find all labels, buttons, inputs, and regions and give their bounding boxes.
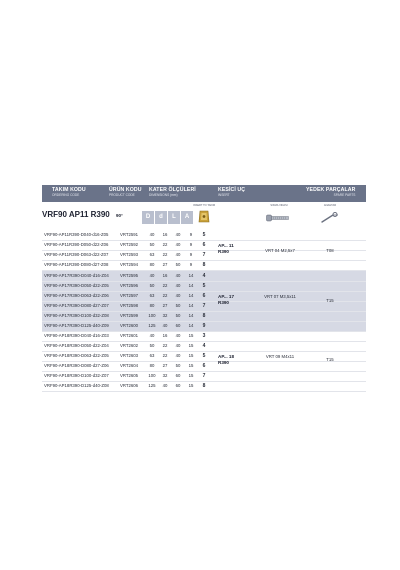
cell-z: 6: [202, 293, 206, 299]
table-row: [42, 331, 366, 341]
cell-product: VRT2600: [120, 323, 139, 328]
dim-header-D: D: [142, 211, 154, 224]
angle-label: 90°: [116, 213, 123, 218]
cell-product: VRT2598: [120, 303, 139, 308]
cell-a: 14: [188, 323, 194, 328]
table-row: [42, 281, 366, 291]
cell-product: VRT2603: [120, 353, 139, 358]
cell-a: 15: [188, 373, 194, 378]
cell-a: 15: [188, 353, 194, 358]
cell-l: 40: [175, 283, 181, 288]
cell-product: VRT2606: [120, 383, 139, 388]
group-3-screw: [250, 354, 310, 360]
cell-l: 40: [175, 333, 181, 338]
torx-key-icon: [320, 212, 340, 224]
header-product: [109, 187, 142, 198]
cell-z: 6: [202, 363, 206, 369]
cell-l: 40: [175, 343, 181, 348]
group-3-insert-series: R390: [218, 360, 229, 365]
group-1-screw: VRT 04 M2,5x7: [265, 248, 295, 253]
cell-d: 40: [149, 273, 155, 278]
cell-product: VRT2597: [120, 293, 139, 298]
header-insert-label: KESİCİ UÇ: [218, 187, 246, 193]
header-spare-label: YEDEK PARÇALAR: [306, 187, 356, 193]
cell-d: 50: [149, 343, 155, 348]
cell-d: 80: [149, 303, 155, 308]
cell-product: VRT2601: [120, 333, 139, 338]
insert-icon: [198, 210, 210, 224]
cell-product: VRT2596: [120, 283, 139, 288]
cell-d: 32: [162, 373, 168, 378]
group-1-insert-code: AP... 11: [218, 243, 234, 248]
cell-product: VRT2602: [120, 343, 139, 348]
insert-count-caption: INSERT TO TAKIM: [193, 204, 216, 207]
dim-header-A: A: [181, 211, 193, 224]
cell-d: 80: [149, 363, 155, 368]
cell-l: 50: [175, 262, 181, 267]
cell-z: 4: [202, 343, 206, 349]
group-1-key: T08: [326, 248, 334, 253]
cell-z: 7: [202, 373, 206, 379]
cell-product: VRT2605: [120, 373, 139, 378]
cell-l: 40: [175, 242, 181, 247]
cell-d: 100: [148, 313, 156, 318]
cell-d: 22: [162, 293, 168, 298]
header-dims-sub: DIMENSIONS (mm): [149, 193, 178, 197]
cell-l: 50: [175, 363, 181, 368]
header-ordering-sub: ORDERING CODE: [52, 193, 80, 197]
cell-l: 40: [175, 252, 181, 257]
cell-product: VRT2594: [120, 262, 139, 267]
cell-d: 16: [162, 273, 168, 278]
cell-d: 16: [162, 232, 168, 237]
screw-icon: [266, 213, 290, 223]
cell-a: 14: [188, 273, 194, 278]
table-row: [42, 311, 366, 321]
cell-product: VRT2592: [120, 242, 139, 247]
table-header: [42, 185, 366, 202]
cell-d: 125: [148, 323, 156, 328]
row-divider: [42, 391, 366, 392]
cell-z: 5: [202, 283, 206, 289]
group-2-insert-code: AP... 17: [218, 294, 235, 299]
cell-d: 40: [149, 333, 155, 338]
group-2-screw-text: VRT 07 M3,5x11: [264, 294, 296, 299]
table-row: [42, 381, 366, 391]
header-dims: [149, 187, 196, 198]
header-ordering: [52, 187, 86, 198]
cell-d: 22: [162, 353, 168, 358]
cell-ordering: VRF90-AP17R390-D080-d27-Z07: [44, 303, 109, 308]
cell-ordering: VRF90-AP18R390-D040-d16-Z03: [44, 333, 109, 338]
cell-l: 40: [175, 273, 181, 278]
cell-z: 9: [202, 323, 206, 329]
cell-product: VRT2591: [120, 232, 139, 237]
cell-ordering: VRF90-AP18R390-D063-d22-Z05: [44, 353, 109, 358]
cell-d: 125: [148, 383, 156, 388]
cell-a: 14: [188, 303, 194, 308]
cell-z: 8: [202, 313, 206, 319]
cell-ordering: VRF90-AP17R390-D063-d22-Z06: [44, 293, 109, 298]
cell-a: 14: [188, 293, 194, 298]
cell-d: 63: [149, 252, 155, 257]
group-1-insert-series: R390: [218, 249, 229, 254]
group-2-screw: [250, 294, 310, 300]
cell-z: 6: [202, 242, 206, 248]
cell-z: 3: [202, 333, 206, 339]
cell-ordering: VRF90-AP11R390-D050-d22-Z06: [44, 242, 109, 247]
cell-d: 22: [162, 283, 168, 288]
dim-header-L: L: [168, 211, 180, 224]
cell-d: 63: [149, 353, 155, 358]
table-row: [42, 271, 366, 281]
cell-d: 22: [162, 252, 168, 257]
cell-d: 27: [162, 262, 168, 267]
cell-d: 50: [149, 283, 155, 288]
cell-ordering: VRF90-AP11R390-D040-d16-Z05: [44, 232, 109, 237]
screw-caption: SIKMA VIDASI: [270, 204, 288, 207]
cell-z: 4: [202, 273, 206, 279]
cell-l: 60: [175, 383, 181, 388]
cell-d: 80: [149, 262, 155, 267]
cell-l: 40: [175, 293, 181, 298]
cell-a: 9: [189, 252, 193, 257]
cell-product: VRT2593: [120, 252, 139, 257]
cell-a: 15: [188, 333, 194, 338]
cell-d: 27: [162, 303, 168, 308]
cell-ordering: VRF90-AP11R390-D080-d27-Z08: [44, 262, 109, 267]
cell-d: 40: [149, 232, 155, 237]
cell-d: 16: [162, 333, 168, 338]
cell-ordering: VRF90-AP18R390-D080-d27-Z06: [44, 363, 109, 368]
cell-product: VRT2604: [120, 363, 139, 368]
table-row: [42, 341, 366, 351]
cell-l: 60: [175, 323, 181, 328]
cell-l: 40: [175, 232, 181, 237]
header-spare-sub: SPARE PARTS: [333, 193, 356, 197]
cell-z: 7: [202, 252, 206, 258]
cell-z: 8: [202, 383, 206, 389]
cell-a: 14: [188, 283, 194, 288]
cell-product: VRT2599: [120, 313, 139, 318]
header-insert-sub: INSERT: [218, 193, 230, 197]
cell-product: VRT2595: [120, 273, 139, 278]
cell-l: 50: [175, 303, 181, 308]
cell-d: 32: [162, 313, 168, 318]
cell-ordering: VRF90-AP18R390-D050-d22-Z04: [44, 343, 109, 348]
cell-d: 40: [162, 383, 168, 388]
cell-z: 8: [202, 262, 206, 268]
cell-a: 14: [188, 313, 194, 318]
table-row: [42, 371, 366, 381]
cell-ordering: VRF90-AP18R390-D125-d40-Z08: [44, 383, 109, 388]
group-2-insert-series: R390: [218, 300, 229, 305]
series-title: VRF90 AP11 R390: [42, 210, 110, 219]
cell-d: 100: [148, 373, 156, 378]
header-insert: [218, 187, 245, 198]
header-ordering-label: TAKIM KODU: [52, 187, 86, 193]
cell-a: 9: [189, 242, 193, 247]
cell-a: 15: [188, 363, 194, 368]
cell-ordering: VRF90-AP17R390-D125-d40-Z09: [44, 323, 109, 328]
cell-ordering: VRF90-AP17R390-D100-d32-Z08: [44, 313, 109, 318]
table-row: [42, 321, 366, 331]
header-dims-label: KATER ÖLÇÜLERİ: [149, 187, 196, 193]
header-product-label: ÜRÜN KODU: [109, 187, 142, 193]
group-3-key: T15: [326, 357, 334, 362]
cell-a: 9: [189, 232, 193, 237]
cell-d: 22: [162, 343, 168, 348]
cell-ordering: VRF90-AP18R390-D100-d32-Z07: [44, 373, 109, 378]
cell-ordering: VRF90-AP17R390-D050-d22-Z05: [44, 283, 109, 288]
group-3-screw-text: VRT 09 M4x11: [265, 354, 295, 359]
dim-header-d: d: [155, 211, 167, 224]
cell-z: 7: [202, 303, 206, 309]
group-3-insert-code: AP... 18: [218, 354, 235, 359]
cell-z: 5: [202, 232, 206, 238]
cell-d: 40: [162, 323, 168, 328]
cell-d: 63: [149, 293, 155, 298]
group-2-key: T15: [326, 298, 334, 303]
header-spare: [306, 187, 355, 198]
cell-a: 15: [188, 343, 194, 348]
cell-a: 15: [188, 383, 194, 388]
key-caption: ANAHTAR: [323, 204, 337, 207]
table-row: [42, 260, 366, 270]
cell-l: 50: [175, 313, 181, 318]
header-product-sub: PRODUCT CODE: [109, 193, 135, 197]
cell-l: 40: [175, 353, 181, 358]
cell-ordering: VRF90-AP17R390-D040-d16-Z04: [44, 273, 109, 278]
cell-l: 60: [175, 373, 181, 378]
cell-a: 9: [189, 262, 193, 267]
table-row: [42, 230, 366, 240]
cell-d: 27: [162, 363, 168, 368]
cell-d: 22: [162, 242, 168, 247]
cell-d: 50: [149, 242, 155, 247]
cell-ordering: VRF90-AP11R390-D063-d22-Z07: [44, 252, 109, 257]
cell-z: 5: [202, 353, 206, 359]
